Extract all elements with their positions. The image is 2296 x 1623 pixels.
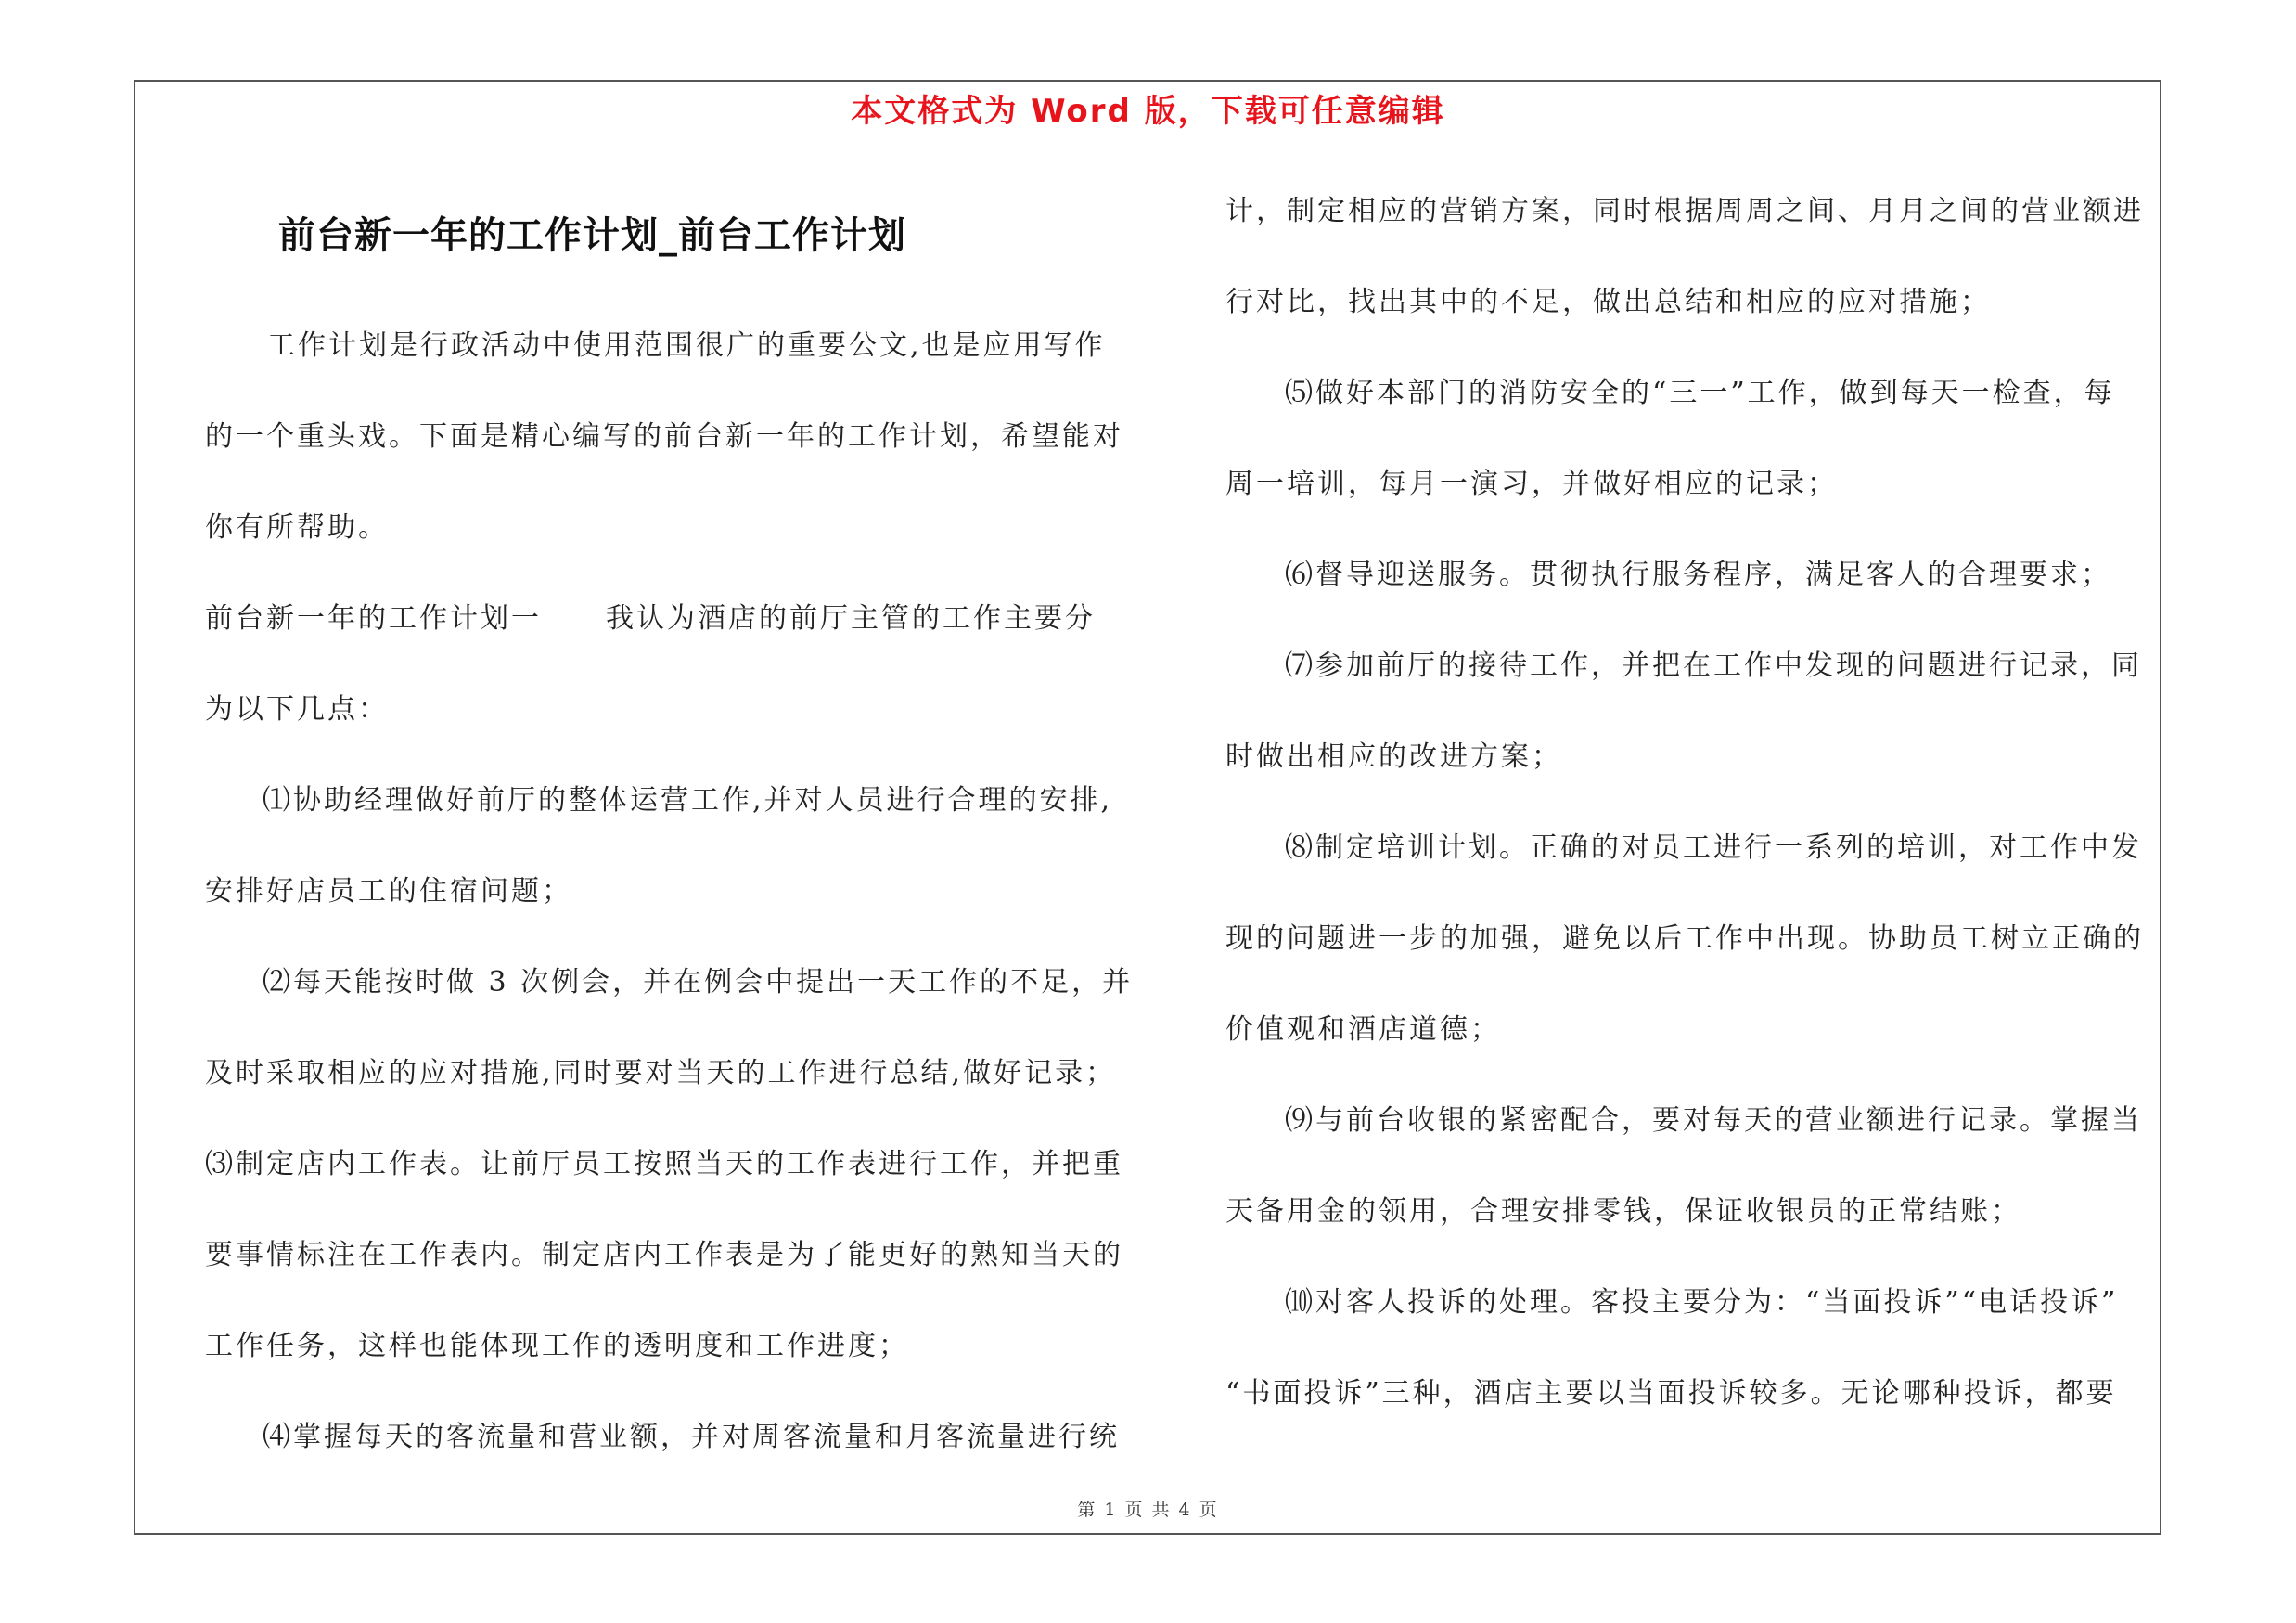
left-line-4a: 前台新一年的工作计划一 (205, 602, 542, 635)
left-line-9: 及时采取相应的应对措施,同时要对当天的工作进行总结,做好记录； (205, 1057, 1117, 1089)
right-line-7: 时做出相应的改进方案； (1225, 741, 1562, 773)
right-line-9: 现的问题进一步的加强，避免以后工作中出现。协助员工树立正确的 (1225, 922, 2144, 955)
right-line-10: 价值观和酒店道德； (1225, 1013, 1501, 1046)
left-line-8: ⑵每天能按时做 3 次例会，并在例会中提出一天工作的不足，并 (263, 966, 1134, 998)
left-line-11: 要事情标注在工作表内。制定店内工作表是为了能更好的熟知当天的 (205, 1239, 1123, 1271)
right-line-4: 周一培训，每月一演习，并做好相应的记录； (1225, 468, 1838, 500)
left-line-2: 的一个重头戏。下面是精心编写的前台新一年的工作计划，希望能对 (205, 420, 1123, 453)
left-line-13: ⑷掌握每天的客流量和营业额，并对周客流量和月客流量进行统 (263, 1421, 1120, 1453)
right-line-8: ⑻制定培训计划。正确的对员工进行一系列的培训，对工作中发 (1285, 831, 2142, 864)
right-line-3: ⑸做好本部门的消防安全的“三一”工作，做到每天一检查，每 (1285, 377, 2115, 409)
right-line-1: 计，制定相应的营销方案，同时根据周周之间、月月之间的营业额进 (1225, 195, 2144, 227)
right-line-2: 行对比，找出其中的不足，做出总结和相应的应对措施； (1225, 286, 1991, 318)
right-line-13: ⑽对客人投诉的处理。客投主要分为：“当面投诉”“电话投诉” (1285, 1286, 2119, 1319)
left-line-6: ⑴协助经理做好前厅的整体运营工作,并对人员进行合理的安排, (263, 784, 1113, 817)
left-line-1: 工作计划是行政活动中使用范围很广的重要公文,也是应用写作 (267, 329, 1106, 362)
left-line-12: 工作任务，这样也能体现工作的透明度和工作进度； (205, 1330, 909, 1362)
right-line-6: ⑺参加前厅的接待工作，并把在工作中发现的问题进行记录，同 (1285, 650, 2142, 682)
right-line-11: ⑼与前台收银的紧密配合，要对每天的营业额进行记录。掌握当 (1285, 1104, 2142, 1137)
left-line-4b: 我认为酒店的前厅主管的工作主要分 (606, 602, 1096, 635)
left-line-7: 安排好店员工的住宿问题； (205, 875, 572, 908)
left-line-5: 为以下几点： (205, 693, 389, 726)
right-line-14: “书面投诉”三种，酒店主要以当面投诉较多。无论哪种投诉，都要 (1225, 1377, 2117, 1410)
right-line-12: 天备用金的领用，合理安排零钱，保证收银员的正常结账； (1225, 1195, 2021, 1228)
left-line-3: 你有所帮助。 (205, 511, 389, 544)
page-number: 第 1 页 共 4 页 (1077, 1500, 1219, 1520)
format-banner: 本文格式为 Word 版，下载可任意编辑 (851, 93, 1445, 130)
left-line-10: ⑶制定店内工作表。让前厅员工按照当天的工作表进行工作，并把重 (205, 1148, 1123, 1180)
document-title: 前台新一年的工作计划_前台工作计划 (278, 214, 906, 257)
right-line-5: ⑹督导迎送服务。贯彻执行服务程序，满足客人的合理要求； (1285, 559, 2111, 591)
